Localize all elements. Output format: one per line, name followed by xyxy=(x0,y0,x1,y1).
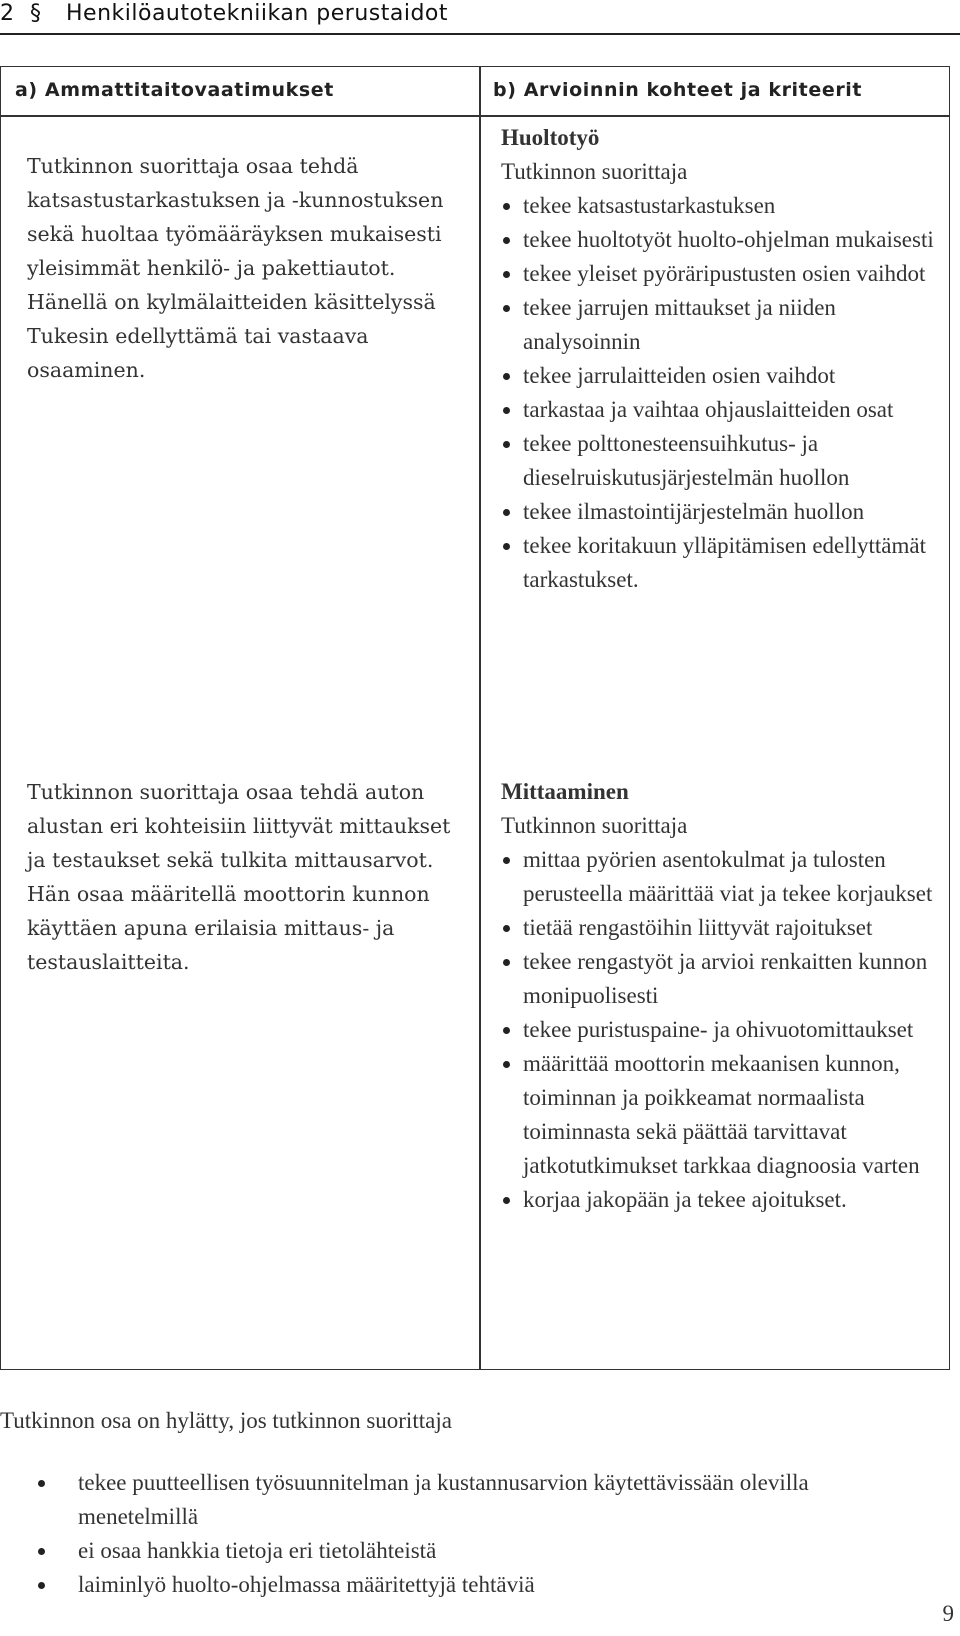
list-item: mittaa pyörien asentokulmat ja tulosten perusteella määrittää viat ja tekee korjaukset xyxy=(501,843,941,911)
list-item: tekee jarrujen mittaukset ja niiden analysoinnin xyxy=(501,291,941,359)
list-item: tekee katsastustarkastuksen xyxy=(501,189,941,223)
requirement-paragraph: Tutkinnon suorittaja osaa tehdä auton alustan eri kohteisiin liittyvät mittaukset ja testaukset sekä tulkita mittausarvot. Hän osaa määritellä moottorin kunnon käyttäen apuna erilaisia mittaus- ja testauslaitteita. xyxy=(27,780,451,974)
criteria-section-huoltotyo xyxy=(501,121,941,597)
page-number: 9 xyxy=(942,1601,954,1626)
list-item: tarkastaa ja vaihtaa ohjauslaitteiden osat xyxy=(501,393,941,427)
criteria-table xyxy=(0,66,950,1370)
running-header xyxy=(0,0,960,36)
section-title: Mittaaminen xyxy=(501,779,629,804)
requirement-paragraph: Tutkinnon suorittaja osaa tehdä katsastustarkastuksen ja -kunnostuksen sekä huoltaa työmääräyksen mukaisesti yleisimmät henkilö- ja pakettiautot. Hänellä on kylmälaitteiden käsittelyssä Tukesin edellyttämä tai vastaava osaaminen. xyxy=(27,154,444,382)
list-item: tekee yleiset pyöräripustusten osien vaihdot xyxy=(501,257,941,291)
heading-rule xyxy=(1,115,949,117)
list-item: tekee ilmastointijärjestelmän huollon xyxy=(501,495,941,529)
list-item: tekee puutteellisen työsuunnitelman ja kustannusarvion käytettävissään olevilla menetelmillä xyxy=(0,1466,878,1534)
list-item: tekee koritakuun ylläpitämisen edellyttämät tarkastukset. xyxy=(501,529,941,597)
criteria-list xyxy=(501,189,941,597)
list-item: määrittää moottorin mekaanisen kunnon, toiminnan ja poikkeamat normaalista toiminnasta sekä päättää tarvittavat jatkotutkimukset tarkkaa diagnoosia varten xyxy=(501,1047,941,1183)
list-item: tekee polttonesteensuihkutus- ja dieselruiskutusjärjestelmän huollon xyxy=(501,427,941,495)
list-item: ei osaa hankkia tietoja eri tietolähteistä xyxy=(0,1534,878,1568)
criteria-list xyxy=(501,843,941,1217)
fail-intro: Tutkinnon osa on hylätty, jos tutkinnon suorittaja xyxy=(0,1408,452,1433)
chapter-number: 2 xyxy=(0,1,15,26)
section-title: Huoltotyö xyxy=(501,125,600,150)
section-sign: § xyxy=(30,1,42,26)
fail-list xyxy=(0,1466,940,1602)
section-lead: Tutkinnon suorittaja xyxy=(501,159,688,184)
list-item: korjaa jakopään ja tekee ajoitukset. xyxy=(501,1183,941,1217)
list-item: tekee huoltotyöt huolto-ohjelman mukaisesti xyxy=(501,223,941,257)
list-item: laiminlyö huolto-ohjelmassa määritettyjä tehtäviä xyxy=(0,1568,878,1602)
list-item: tekee jarrulaitteiden osien vaihdot xyxy=(501,359,941,393)
list-item: tekee rengastyöt ja arvioi renkaitten kunnon monipuolisesti xyxy=(501,945,941,1013)
column-a-heading: a) Ammattitaitovaatimukset xyxy=(15,79,334,101)
running-title: Henkilöautotekniikan perustaidot xyxy=(66,1,449,26)
list-item: tekee puristuspaine- ja ohivuotomittaukset xyxy=(501,1013,941,1047)
fail-criteria xyxy=(0,1404,940,1602)
column-b-heading: b) Arvioinnin kohteet ja kriteerit xyxy=(493,79,863,101)
list-item: tietää rengastöihin liittyvät rajoitukset xyxy=(501,911,941,945)
column-divider xyxy=(479,67,481,1369)
header-rule xyxy=(0,33,960,35)
criteria-section-mittaaminen xyxy=(501,775,941,1217)
section-lead: Tutkinnon suorittaja xyxy=(501,813,688,838)
